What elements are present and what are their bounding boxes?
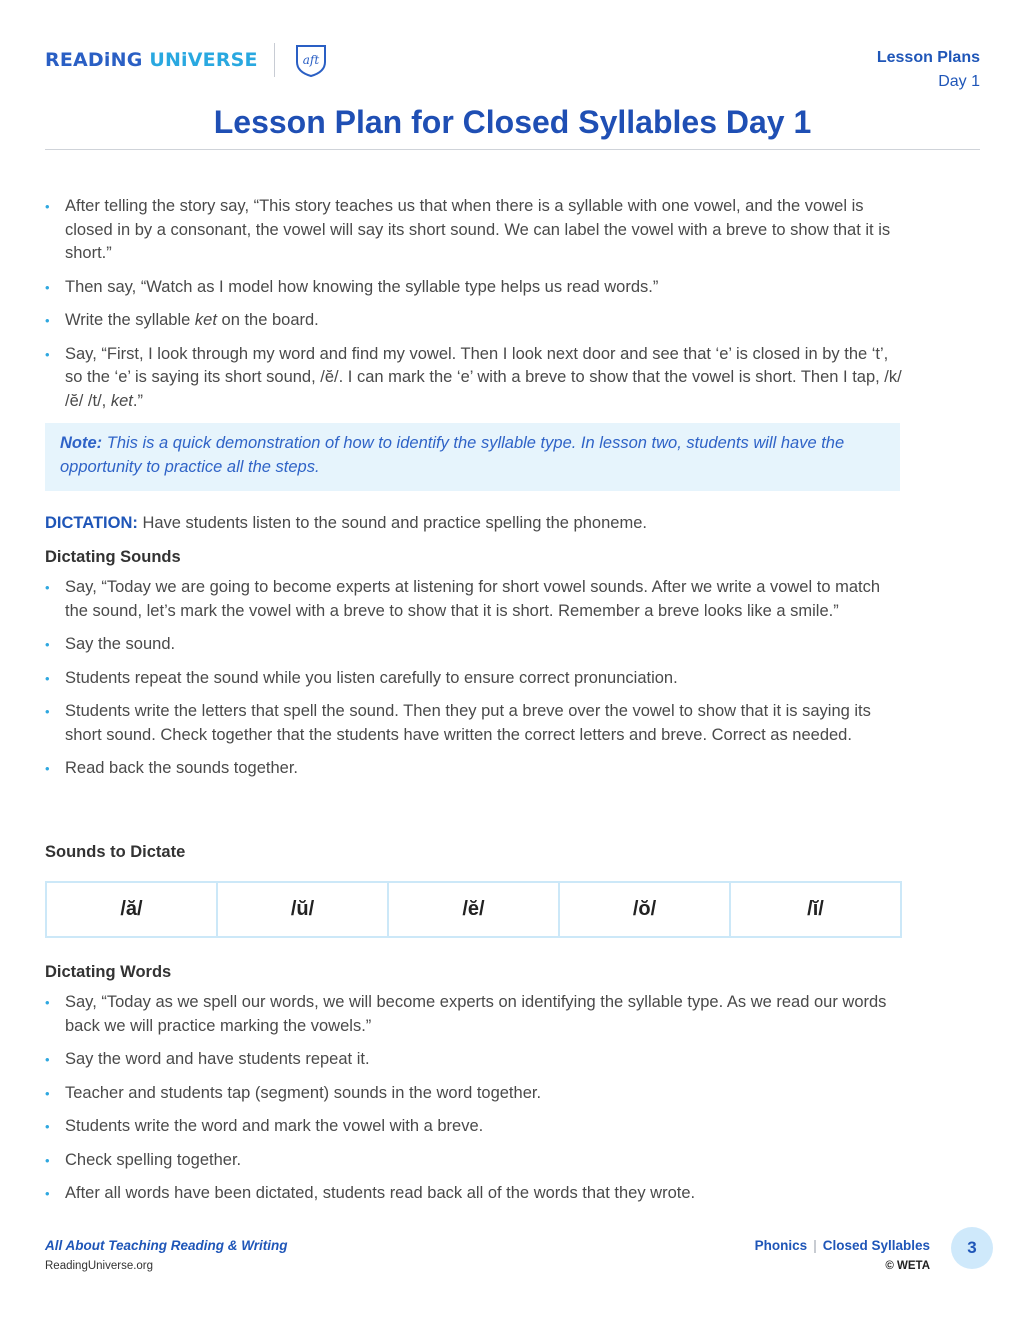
page-title: Lesson Plan for Closed Syllables Day 1 — [213, 104, 812, 140]
list-item: • Students repeat the sound while you listen carefully to ensure correct pronunciation. — [45, 667, 905, 691]
list-item: • After telling the story say, “This story teaches us that when there is a syllable with one vowel, and the vowel is closed in by a consonant, the vowel will say its short sound. We can label the vowel with a breve to show that it is short.” — [45, 195, 905, 266]
header-section-label — [877, 46, 980, 94]
sound-cell: /ă/ — [46, 882, 217, 937]
list-item: • Say, “Today we are going to become experts at listening for short vowel sounds. After we write a vowel to match the sound, let’s mark the vowel with a breve to show that it is short. Remember a breve looks like a smile.” — [45, 576, 905, 623]
intro-list-block — [45, 195, 905, 423]
list-item: • Check spelling together. — [45, 1149, 905, 1173]
dictation-label: DICTATION: — [45, 514, 138, 532]
sounds-table — [45, 881, 902, 938]
footer-copyright: © WETA — [885, 1260, 930, 1272]
dictating-words-list — [45, 991, 905, 1206]
dictation-text: Have students listen to the sound and practice spelling the phoneme. — [137, 514, 647, 532]
list-item: • Teacher and students tap (segment) sounds in the word together. — [45, 1082, 905, 1106]
title-divider — [45, 149, 980, 150]
dictating-words-heading: Dictating Words — [45, 963, 172, 981]
dictating-sounds-heading: Dictating Sounds — [45, 548, 181, 566]
list-item: • Write the syllable ket on the board. — [45, 309, 905, 333]
note-label: Note: — [60, 434, 103, 452]
footer-series-title: All About Teaching Reading & Writing — [45, 1238, 288, 1253]
breadcrumb-separator: | — [813, 1238, 817, 1253]
aft-logo-icon — [289, 42, 331, 78]
dictation-line — [45, 514, 647, 533]
footer-site-link[interactable]: ReadingUniverse.org — [45, 1260, 154, 1272]
footer-left — [45, 1236, 288, 1276]
list-item: • Say the word and have students repeat it. — [45, 1048, 905, 1072]
sound-cell: /ŏ/ — [559, 882, 730, 937]
list-item: • Say, “First, I look through my word and find my vowel. Then I look next door and see that ‘e’ is closed in by the ‘t’, so the ‘e’ is saying its short sound, /ĕ/. I can mark the ‘e’ with a breve to show that the vowel is short. Then I tap, /k/ /ĕ/ /t/, ket.” — [45, 343, 905, 414]
sounds-to-dictate-heading: Sounds to Dictate — [45, 843, 186, 861]
sound-cell: /ĭ/ — [730, 882, 901, 937]
list-item: • Students write the word and mark the vowel with a breve. — [45, 1115, 905, 1139]
dictating-sounds-block — [45, 576, 905, 791]
page-header — [45, 36, 980, 96]
list-item: • Say, “Today as we spell our words, we will become experts on identifying the syllable type. As we read our words back we will practice marking the vowels.” — [45, 991, 905, 1038]
list-item: • Then say, “Watch as I model how knowing the syllable type helps us read words.” — [45, 276, 905, 300]
list-item: • Read back the sounds together. — [45, 757, 905, 781]
table-row — [46, 882, 901, 937]
note-text: This is a quick demonstration of how to identify the syllable type. In lesson two, students will have the opportunity to practice all the steps. — [60, 434, 845, 476]
footer-right — [755, 1236, 930, 1276]
logo-part2: UNiVERSE — [149, 49, 258, 71]
logo-part1: READiNG — [45, 49, 150, 71]
logo-divider — [274, 43, 275, 77]
list-item: • Say the sound. — [45, 633, 905, 657]
list-item: • After all words have been dictated, students read back all of the words that they wrote. — [45, 1182, 905, 1206]
footer-breadcrumb — [755, 1236, 930, 1256]
reading-universe-logo — [45, 42, 331, 78]
breadcrumb-closed-syllables[interactable]: Closed Syllables — [822, 1238, 930, 1253]
note-callout — [45, 423, 900, 491]
dictating-words-block — [45, 991, 905, 1216]
logo-wordmark — [45, 49, 258, 71]
breadcrumb-phonics[interactable]: Phonics — [754, 1238, 808, 1253]
dictating-sounds-list — [45, 576, 905, 781]
header-day: Day 1 — [938, 73, 980, 90]
list-item: • Students write the letters that spell the sound. Then they put a breve over the vowel to show that it is saying its short sound. Check together that the students have written the correct letters and breve. Correct as needed. — [45, 700, 905, 747]
intro-list — [45, 195, 905, 413]
header-section: Lesson Plans — [876, 49, 980, 66]
sound-cell: /ĕ/ — [388, 882, 559, 937]
sound-cell: /ŭ/ — [217, 882, 388, 937]
svg-text:aft: aft — [302, 53, 319, 67]
page-number-badge: 3 — [951, 1227, 993, 1269]
